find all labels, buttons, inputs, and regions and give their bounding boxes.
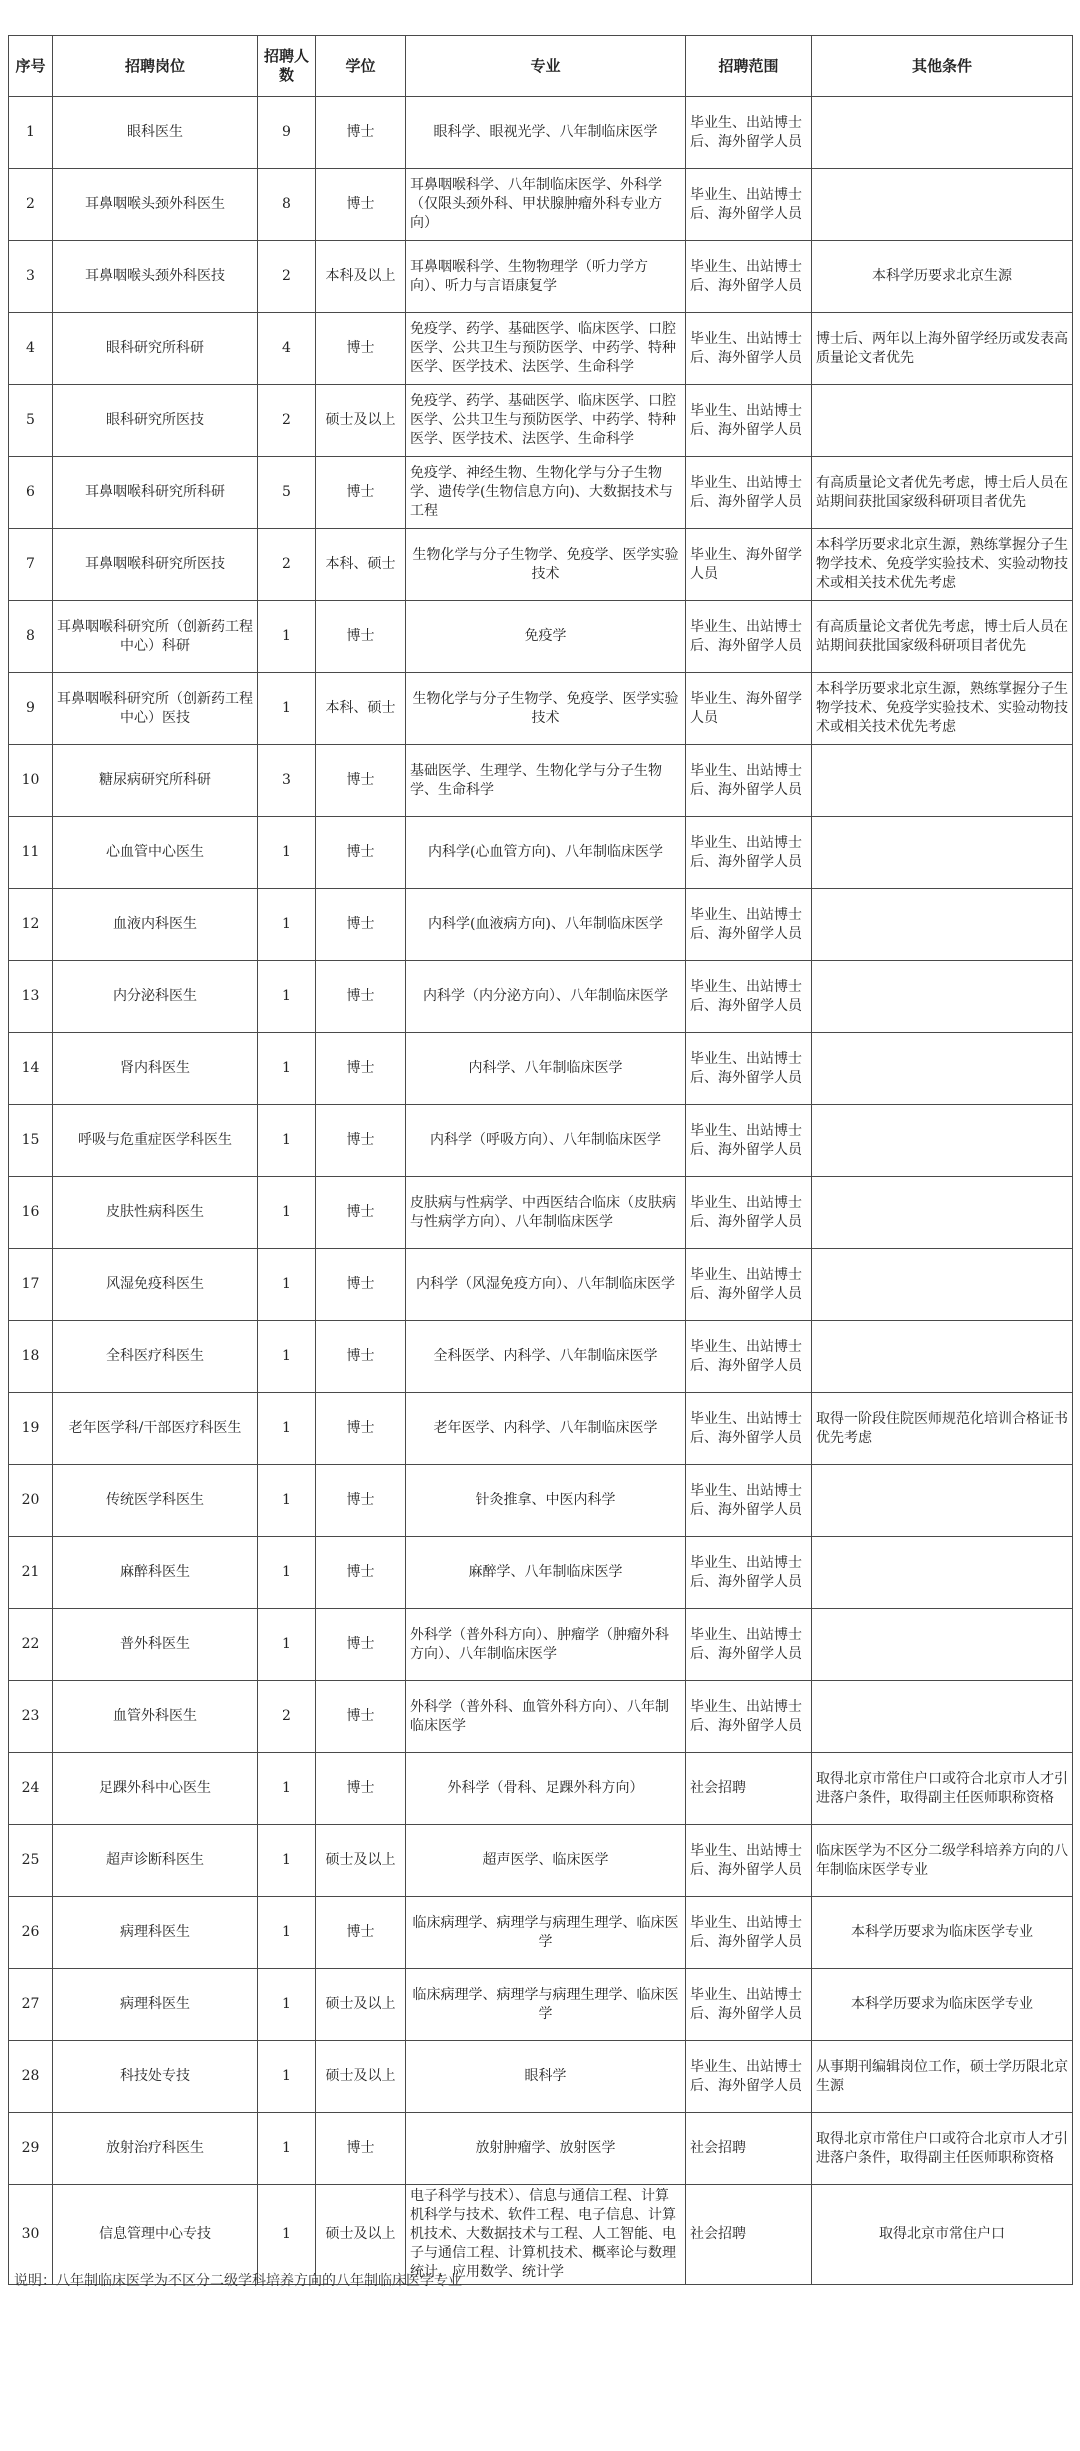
table-cell: 耳鼻咽喉科研究所（创新药工程中心）医技 bbox=[53, 673, 258, 745]
table-cell: 博士 bbox=[316, 1897, 406, 1969]
table-cell: 29 bbox=[9, 2113, 53, 2185]
table-cell: 耳鼻咽喉科研究所（创新药工程中心）科研 bbox=[53, 601, 258, 673]
header-cell: 学位 bbox=[316, 36, 406, 97]
table-cell: 1 bbox=[258, 1609, 316, 1681]
table-row bbox=[9, 2041, 1073, 2113]
table-cell: 眼科医生 bbox=[53, 97, 258, 169]
table-cell bbox=[812, 1033, 1073, 1105]
table-cell: 12 bbox=[9, 889, 53, 961]
table-cell: 取得北京市常住户口或符合北京市人才引进落户条件，取得副主任医师职称资格 bbox=[812, 1753, 1073, 1825]
table-cell: 博士 bbox=[316, 817, 406, 889]
table-cell: 1 bbox=[258, 817, 316, 889]
footnote: 说明：八年制临床医学为不区分二级学科培养方向的八年制临床医学专业 bbox=[14, 2273, 462, 2289]
table-cell: 临床病理学、病理学与病理生理学、临床医学 bbox=[406, 1969, 686, 2041]
table-cell: 17 bbox=[9, 1249, 53, 1321]
table-cell: 毕业生、出站博士后、海外留学人员 bbox=[686, 313, 812, 385]
table-cell: 取得一阶段住院医师规范化培训合格证书优先考虑 bbox=[812, 1393, 1073, 1465]
table-cell: 毕业生、出站博士后、海外留学人员 bbox=[686, 457, 812, 529]
table-row bbox=[9, 97, 1073, 169]
table-cell: 外科学（普外科方向）、肿瘤学（肿瘤外科方向）、八年制临床医学 bbox=[406, 1609, 686, 1681]
table-cell: 1 bbox=[258, 1897, 316, 1969]
table-cell: 本科学历要求北京生源 bbox=[812, 241, 1073, 313]
table-cell: 8 bbox=[258, 169, 316, 241]
table-cell bbox=[812, 97, 1073, 169]
table-cell: 血液内科医生 bbox=[53, 889, 258, 961]
header-cell: 序号 bbox=[9, 36, 53, 97]
table-cell: 社会招聘 bbox=[686, 2185, 812, 2285]
table-cell: 风湿免疫科医生 bbox=[53, 1249, 258, 1321]
table-cell: 4 bbox=[258, 313, 316, 385]
table-cell: 毕业生、出站博士后、海外留学人员 bbox=[686, 1393, 812, 1465]
table-cell: 毕业生、出站博士后、海外留学人员 bbox=[686, 601, 812, 673]
table-cell bbox=[812, 169, 1073, 241]
table-cell: 30 bbox=[9, 2185, 53, 2285]
table-cell: 针灸推拿、中医内科学 bbox=[406, 1465, 686, 1537]
table-cell: 毕业生、出站博士后、海外留学人员 bbox=[686, 961, 812, 1033]
table-cell: 23 bbox=[9, 1681, 53, 1753]
table-cell: 1 bbox=[258, 1105, 316, 1177]
table-cell: 博士 bbox=[316, 169, 406, 241]
header-cell: 专业 bbox=[406, 36, 686, 97]
table-cell: 毕业生、出站博士后、海外留学人员 bbox=[686, 745, 812, 817]
table-row bbox=[9, 1753, 1073, 1825]
table-row bbox=[9, 601, 1073, 673]
table-cell bbox=[812, 889, 1073, 961]
table-cell: 博士 bbox=[316, 1465, 406, 1537]
table-cell: 本科学历要求为临床医学专业 bbox=[812, 1969, 1073, 2041]
table-cell: 27 bbox=[9, 1969, 53, 2041]
table-cell bbox=[812, 1609, 1073, 1681]
table-cell: 毕业生、出站博士后、海外留学人员 bbox=[686, 1969, 812, 2041]
table-cell: 麻醉科医生 bbox=[53, 1537, 258, 1609]
header-cell: 招聘范围 bbox=[686, 36, 812, 97]
table-cell: 博士 bbox=[316, 2113, 406, 2185]
table-cell: 本科学历要求北京生源，熟练掌握分子生物学技术、免疫学实验技术、实验动物技术或相关技术优先考虑 bbox=[812, 673, 1073, 745]
table-cell bbox=[812, 745, 1073, 817]
table-cell: 19 bbox=[9, 1393, 53, 1465]
table-cell: 博士 bbox=[316, 889, 406, 961]
table-row bbox=[9, 961, 1073, 1033]
table-cell: 博士 bbox=[316, 1105, 406, 1177]
table-cell: 1 bbox=[258, 673, 316, 745]
header-cell: 招聘人数 bbox=[258, 36, 316, 97]
table-cell: 基础医学、生理学、生物化学与分子生物学、生命科学 bbox=[406, 745, 686, 817]
table-row bbox=[9, 1177, 1073, 1249]
recruitment-table bbox=[8, 35, 1073, 2285]
table-cell: 取得北京市常住户口或符合北京市人才引进落户条件，取得副主任医师职称资格 bbox=[812, 2113, 1073, 2185]
table-cell: 21 bbox=[9, 1537, 53, 1609]
table-cell: 眼科学、眼视光学、八年制临床医学 bbox=[406, 97, 686, 169]
table-cell: 耳鼻咽喉头颈外科医生 bbox=[53, 169, 258, 241]
table-cell: 7 bbox=[9, 529, 53, 601]
table-cell: 博士 bbox=[316, 1033, 406, 1105]
table-cell: 硕士及以上 bbox=[316, 1969, 406, 2041]
table-cell: 内科学(血液病方向)、八年制临床医学 bbox=[406, 889, 686, 961]
table-cell bbox=[812, 1465, 1073, 1537]
table-cell: 免疫学、药学、基础医学、临床医学、口腔医学、公共卫生与预防医学、中药学、特种医学、医学技术、法医学、生命科学 bbox=[406, 313, 686, 385]
table-cell: 1 bbox=[258, 1393, 316, 1465]
table-cell: 毕业生、出站博士后、海外留学人员 bbox=[686, 1105, 812, 1177]
table-cell: 毕业生、出站博士后、海外留学人员 bbox=[686, 97, 812, 169]
table-cell: 毕业生、海外留学人员 bbox=[686, 673, 812, 745]
table-cell: 外科学（骨科、足踝外科方向） bbox=[406, 1753, 686, 1825]
table-cell: 毕业生、出站博士后、海外留学人员 bbox=[686, 1609, 812, 1681]
table-cell: 科技处专技 bbox=[53, 2041, 258, 2113]
table-row bbox=[9, 1825, 1073, 1897]
table-cell: 1 bbox=[258, 961, 316, 1033]
table-cell: 5 bbox=[9, 385, 53, 457]
table-cell: 耳鼻咽喉科研究所医技 bbox=[53, 529, 258, 601]
table-cell: 内科学、八年制临床医学 bbox=[406, 1033, 686, 1105]
table-cell: 毕业生、出站博士后、海外留学人员 bbox=[686, 2041, 812, 2113]
table-cell: 1 bbox=[258, 1177, 316, 1249]
table-cell: 1 bbox=[258, 1825, 316, 1897]
table-cell: 毕业生、海外留学人员 bbox=[686, 529, 812, 601]
table-cell: 眼科研究所科研 bbox=[53, 313, 258, 385]
table-cell: 24 bbox=[9, 1753, 53, 1825]
table-cell: 普外科医生 bbox=[53, 1609, 258, 1681]
table-row bbox=[9, 673, 1073, 745]
table-cell: 3 bbox=[9, 241, 53, 313]
table-cell: 肾内科医生 bbox=[53, 1033, 258, 1105]
table-cell: 2 bbox=[258, 241, 316, 313]
table-cell: 毕业生、出站博士后、海外留学人员 bbox=[686, 169, 812, 241]
table-cell: 毕业生、出站博士后、海外留学人员 bbox=[686, 1537, 812, 1609]
table-cell bbox=[812, 1105, 1073, 1177]
table-cell: 1 bbox=[258, 2113, 316, 2185]
table-cell: 耳鼻咽喉科学、生物物理学（听力学方向）、听力与言语康复学 bbox=[406, 241, 686, 313]
recruitment-document bbox=[8, 35, 1072, 2285]
table-cell bbox=[812, 1249, 1073, 1321]
table-cell: 眼科研究所医技 bbox=[53, 385, 258, 457]
table-cell: 毕业生、出站博士后、海外留学人员 bbox=[686, 1177, 812, 1249]
table-row bbox=[9, 1897, 1073, 1969]
table-cell: 内科学(心血管方向)、八年制临床医学 bbox=[406, 817, 686, 889]
table-cell: 内科学（内分泌方向）、八年制临床医学 bbox=[406, 961, 686, 1033]
table-cell: 耳鼻咽喉科学、八年制临床医学、外科学（仅限头颈外科、甲状腺肿瘤外科专业方向） bbox=[406, 169, 686, 241]
table-cell: 病理科医生 bbox=[53, 1969, 258, 2041]
table-cell: 呼吸与危重症医学科医生 bbox=[53, 1105, 258, 1177]
table-cell: 毕业生、出站博士后、海外留学人员 bbox=[686, 241, 812, 313]
header-cell: 招聘岗位 bbox=[53, 36, 258, 97]
table-cell: 毕业生、出站博士后、海外留学人员 bbox=[686, 1033, 812, 1105]
table-cell: 硕士及以上 bbox=[316, 385, 406, 457]
table-cell: 本科学历要求为临床医学专业 bbox=[812, 1897, 1073, 1969]
table-cell: 1 bbox=[258, 1537, 316, 1609]
table-cell: 内分泌科医生 bbox=[53, 961, 258, 1033]
table-row bbox=[9, 169, 1073, 241]
table-cell: 内科学（呼吸方向）、八年制临床医学 bbox=[406, 1105, 686, 1177]
table-cell: 22 bbox=[9, 1609, 53, 1681]
table-row bbox=[9, 745, 1073, 817]
table-cell: 1 bbox=[258, 1753, 316, 1825]
table-cell: 1 bbox=[258, 2041, 316, 2113]
table-cell bbox=[812, 1321, 1073, 1393]
table-cell: 信息管理中心专技 bbox=[53, 2185, 258, 2285]
table-cell: 1 bbox=[258, 1249, 316, 1321]
table-cell: 博士 bbox=[316, 1393, 406, 1465]
table-cell: 5 bbox=[258, 457, 316, 529]
table-cell: 博士后、两年以上海外留学经历或发表高质量论文者优先 bbox=[812, 313, 1073, 385]
table-cell: 博士 bbox=[316, 1177, 406, 1249]
table-cell: 超声医学、临床医学 bbox=[406, 1825, 686, 1897]
table-cell: 博士 bbox=[316, 1681, 406, 1753]
table-cell: 足踝外科中心医生 bbox=[53, 1753, 258, 1825]
table-cell bbox=[812, 817, 1073, 889]
table-row bbox=[9, 313, 1073, 385]
table-cell: 本科、硕士 bbox=[316, 673, 406, 745]
table-cell: 9 bbox=[9, 673, 53, 745]
table-row bbox=[9, 1969, 1073, 2041]
table-cell: 有高质量论文者优先考虑，博士后人员在站期间获批国家级科研项目者优先 bbox=[812, 601, 1073, 673]
table-cell: 免疫学、神经生物、生物化学与分子生物学、遗传学(生物信息方向)、大数据技术与工程 bbox=[406, 457, 686, 529]
table-cell: 13 bbox=[9, 961, 53, 1033]
table-cell: 本科学历要求北京生源，熟练掌握分子生物学技术、免疫学实验技术、实验动物技术或相关技术优先考虑 bbox=[812, 529, 1073, 601]
table-cell: 外科学（普外科、血管外科方向）、八年制临床医学 bbox=[406, 1681, 686, 1753]
table-cell: 博士 bbox=[316, 961, 406, 1033]
table-cell: 超声诊断科医生 bbox=[53, 1825, 258, 1897]
table-cell: 内科学（风湿免疫方向）、八年制临床医学 bbox=[406, 1249, 686, 1321]
table-cell: 麻醉学、八年制临床医学 bbox=[406, 1537, 686, 1609]
table-cell: 社会招聘 bbox=[686, 2113, 812, 2185]
table-cell: 电子科学与技术）、信息与通信工程、计算机科学与技术、软件工程、电子信息、计算机技术、大数据技术与工程、人工智能、电子与通信工程、计算机技术、概率论与数理统计、应用数学、统计学 bbox=[406, 2185, 686, 2285]
table-cell: 26 bbox=[9, 1897, 53, 1969]
table-cell: 传统医学科医生 bbox=[53, 1465, 258, 1537]
table-row bbox=[9, 1321, 1073, 1393]
table-cell: 本科、硕士 bbox=[316, 529, 406, 601]
table-cell: 毕业生、出站博士后、海外留学人员 bbox=[686, 889, 812, 961]
table-cell: 28 bbox=[9, 2041, 53, 2113]
table-row bbox=[9, 529, 1073, 601]
table-cell: 1 bbox=[258, 2185, 316, 2285]
table-row bbox=[9, 241, 1073, 313]
table-cell: 毕业生、出站博士后、海外留学人员 bbox=[686, 1681, 812, 1753]
table-cell: 博士 bbox=[316, 745, 406, 817]
table-cell: 16 bbox=[9, 1177, 53, 1249]
table-cell: 博士 bbox=[316, 1537, 406, 1609]
table-cell: 毕业生、出站博士后、海外留学人员 bbox=[686, 1465, 812, 1537]
table-cell: 有高质量论文者优先考虑，博士后人员在站期间获批国家级科研项目者优先 bbox=[812, 457, 1073, 529]
table-cell: 老年医学科/干部医疗科医生 bbox=[53, 1393, 258, 1465]
table-cell: 博士 bbox=[316, 1249, 406, 1321]
table-row bbox=[9, 1105, 1073, 1177]
table-cell: 2 bbox=[9, 169, 53, 241]
table-cell: 11 bbox=[9, 817, 53, 889]
table-cell: 25 bbox=[9, 1825, 53, 1897]
table-cell: 毕业生、出站博士后、海外留学人员 bbox=[686, 1825, 812, 1897]
table-cell: 皮肤病与性病学、中西医结合临床（皮肤病与性病学方向）、八年制临床医学 bbox=[406, 1177, 686, 1249]
header-cell: 其他条件 bbox=[812, 36, 1073, 97]
table-row bbox=[9, 1033, 1073, 1105]
table-cell: 心血管中心医生 bbox=[53, 817, 258, 889]
table-cell: 皮肤性病科医生 bbox=[53, 1177, 258, 1249]
table-cell bbox=[812, 1537, 1073, 1609]
table-row bbox=[9, 817, 1073, 889]
table-row bbox=[9, 2113, 1073, 2185]
table-cell: 博士 bbox=[316, 457, 406, 529]
table-cell: 毕业生、出站博士后、海外留学人员 bbox=[686, 1249, 812, 1321]
table-cell: 本科及以上 bbox=[316, 241, 406, 313]
table-cell: 1 bbox=[258, 889, 316, 961]
table-cell: 博士 bbox=[316, 1321, 406, 1393]
table-cell: 糖尿病研究所科研 bbox=[53, 745, 258, 817]
table-cell: 8 bbox=[9, 601, 53, 673]
table-row bbox=[9, 889, 1073, 961]
table-row bbox=[9, 1249, 1073, 1321]
table-cell: 3 bbox=[258, 745, 316, 817]
table-cell: 毕业生、出站博士后、海外留学人员 bbox=[686, 817, 812, 889]
table-cell: 全科医疗科医生 bbox=[53, 1321, 258, 1393]
table-cell: 生物化学与分子生物学、免疫学、医学实验技术 bbox=[406, 673, 686, 745]
table-cell: 博士 bbox=[316, 1609, 406, 1681]
table-cell: 放射肿瘤学、放射医学 bbox=[406, 2113, 686, 2185]
table-cell: 4 bbox=[9, 313, 53, 385]
table-cell: 老年医学、内科学、八年制临床医学 bbox=[406, 1393, 686, 1465]
table-cell bbox=[812, 961, 1073, 1033]
table-cell: 耳鼻咽喉科研究所科研 bbox=[53, 457, 258, 529]
table-cell: 1 bbox=[258, 1321, 316, 1393]
table-cell: 18 bbox=[9, 1321, 53, 1393]
table-row bbox=[9, 1609, 1073, 1681]
table-cell: 生物化学与分子生物学、免疫学、医学实验技术 bbox=[406, 529, 686, 601]
table-cell: 病理科医生 bbox=[53, 1897, 258, 1969]
table-cell bbox=[812, 385, 1073, 457]
table-cell: 博士 bbox=[316, 97, 406, 169]
table-cell: 6 bbox=[9, 457, 53, 529]
table-cell: 1 bbox=[258, 1969, 316, 2041]
table-row bbox=[9, 1393, 1073, 1465]
table-cell: 1 bbox=[9, 97, 53, 169]
table-row bbox=[9, 385, 1073, 457]
table-header-row bbox=[9, 36, 1073, 97]
table-cell bbox=[812, 1177, 1073, 1249]
table-cell: 毕业生、出站博士后、海外留学人员 bbox=[686, 385, 812, 457]
table-row bbox=[9, 1537, 1073, 1609]
table-cell bbox=[812, 1681, 1073, 1753]
table-cell: 毕业生、出站博士后、海外留学人员 bbox=[686, 1321, 812, 1393]
table-cell: 血管外科医生 bbox=[53, 1681, 258, 1753]
table-cell: 眼科学 bbox=[406, 2041, 686, 2113]
table-cell: 全科医学、内科学、八年制临床医学 bbox=[406, 1321, 686, 1393]
table-cell: 放射治疗科医生 bbox=[53, 2113, 258, 2185]
table-cell: 14 bbox=[9, 1033, 53, 1105]
table-cell: 2 bbox=[258, 385, 316, 457]
table-cell: 10 bbox=[9, 745, 53, 817]
table-cell: 临床医学为不区分二级学科培养方向的八年制临床医学专业 bbox=[812, 1825, 1073, 1897]
table-cell: 博士 bbox=[316, 313, 406, 385]
table-cell: 从事期刊编辑岗位工作，硕士学历限北京生源 bbox=[812, 2041, 1073, 2113]
table-cell: 取得北京市常住户口 bbox=[812, 2185, 1073, 2285]
table-cell: 硕士及以上 bbox=[316, 2185, 406, 2285]
table-cell: 20 bbox=[9, 1465, 53, 1537]
table-cell: 社会招聘 bbox=[686, 1753, 812, 1825]
table-cell: 免疫学 bbox=[406, 601, 686, 673]
table-cell: 临床病理学、病理学与病理生理学、临床医学 bbox=[406, 1897, 686, 1969]
table-cell: 2 bbox=[258, 1681, 316, 1753]
table-cell: 1 bbox=[258, 1465, 316, 1537]
table-cell: 毕业生、出站博士后、海外留学人员 bbox=[686, 1897, 812, 1969]
table-cell: 博士 bbox=[316, 1753, 406, 1825]
table-cell: 免疫学、药学、基础医学、临床医学、口腔医学、公共卫生与预防医学、中药学、特种医学、医学技术、法医学、生命科学 bbox=[406, 385, 686, 457]
table-row bbox=[9, 457, 1073, 529]
table-cell: 9 bbox=[258, 97, 316, 169]
table-row bbox=[9, 1465, 1073, 1537]
table-cell: 耳鼻咽喉头颈外科医技 bbox=[53, 241, 258, 313]
table-cell: 博士 bbox=[316, 601, 406, 673]
table-cell: 2 bbox=[258, 529, 316, 601]
table-cell: 1 bbox=[258, 601, 316, 673]
table-row bbox=[9, 1681, 1073, 1753]
table-cell: 硕士及以上 bbox=[316, 2041, 406, 2113]
table-cell: 15 bbox=[9, 1105, 53, 1177]
table-cell: 硕士及以上 bbox=[316, 1825, 406, 1897]
table-cell: 1 bbox=[258, 1033, 316, 1105]
